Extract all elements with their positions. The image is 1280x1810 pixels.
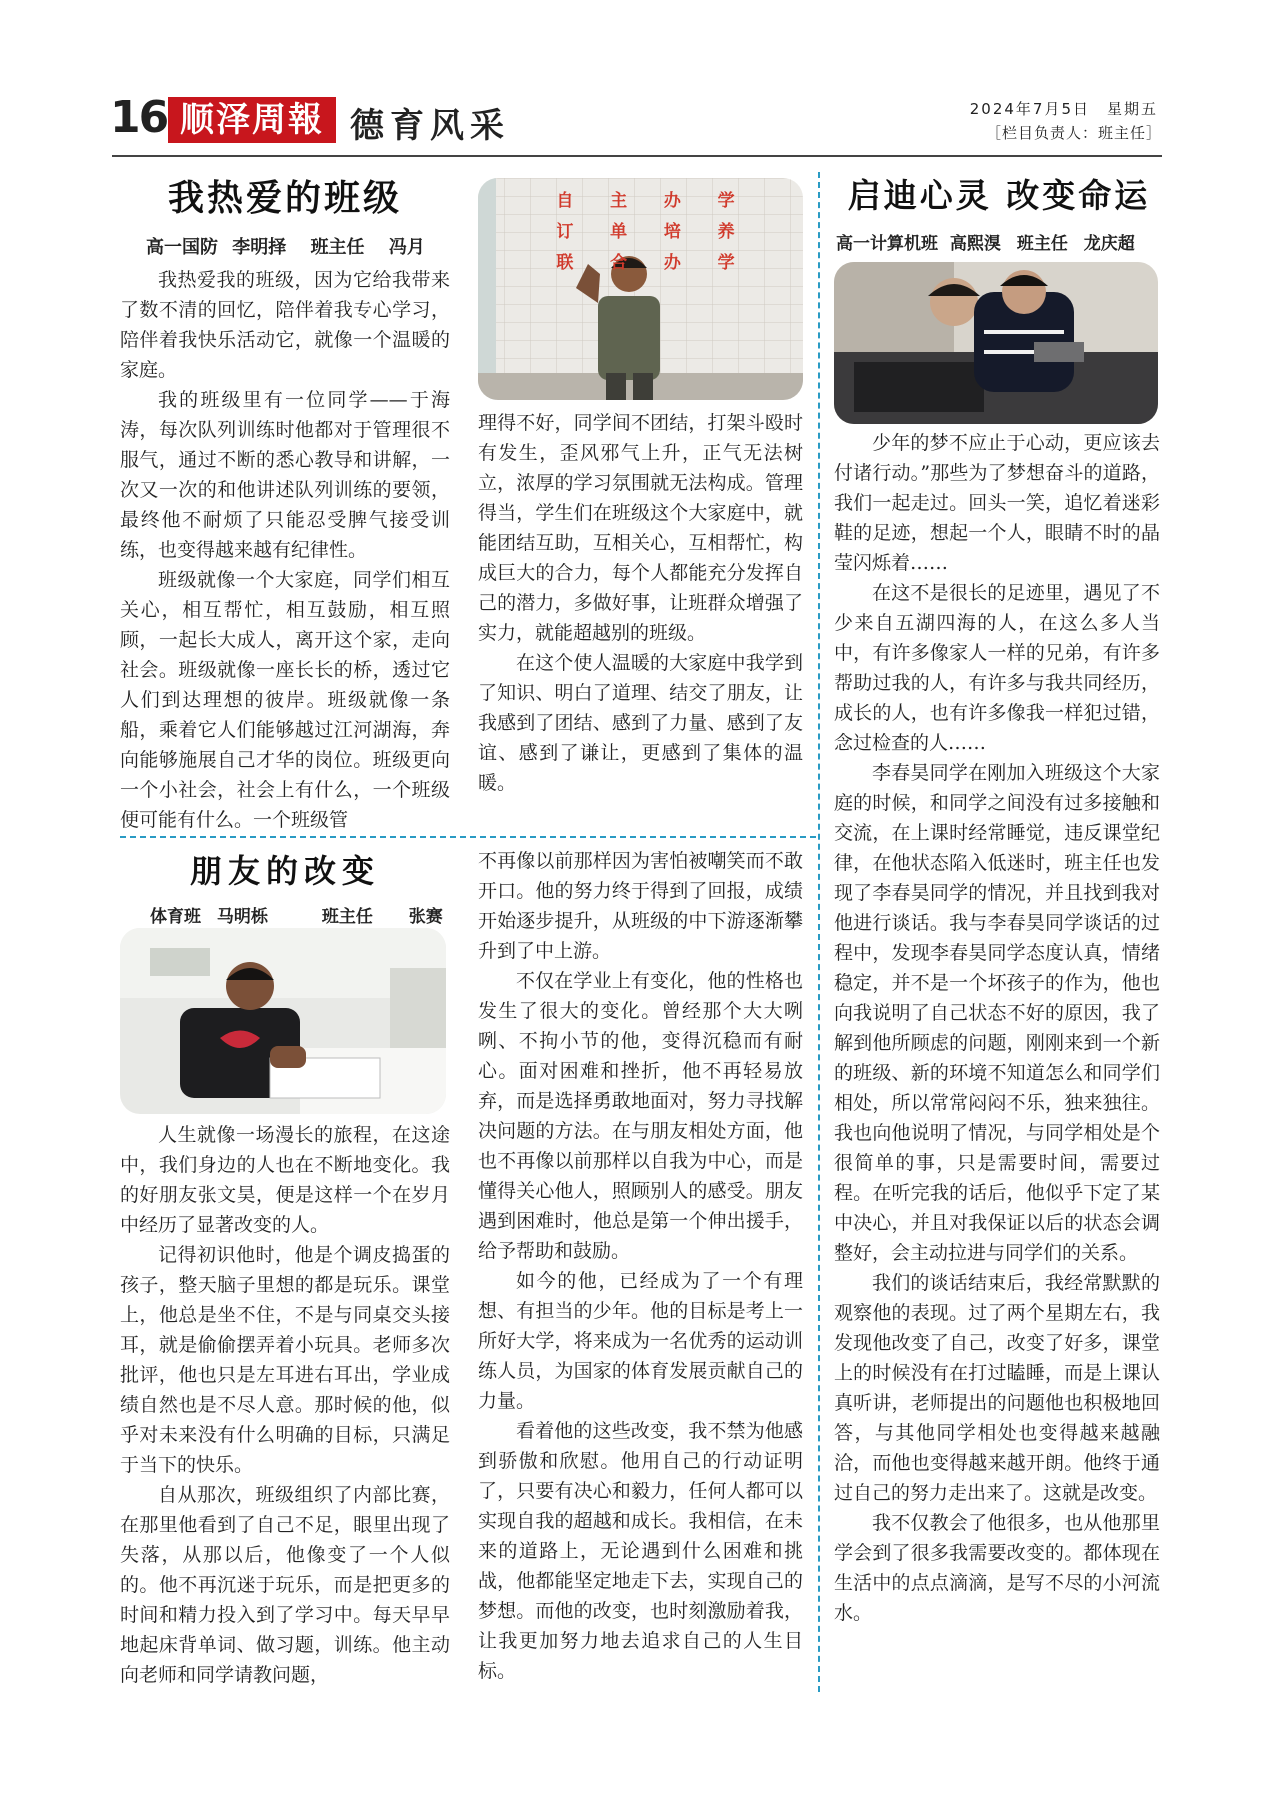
paragraph: 看着他的这些改变，我不禁为他感到骄傲和欣慰。他用自己的行动证明了，只要有决心和毅力，任何人都可以实现自我的超越和成长。我相信，在未来的道路上，无论遇到什么困难和挑战，他都能坚定地走下去，实现自己的梦想。而他的改变，也时刻激励着我，让我更加努力地去追求自己的人生目标。 — [478, 1420, 803, 1682]
article-2-text-col2 — [478, 846, 803, 1686]
byline-author: 马明栎 — [216, 907, 268, 927]
banner-char: 合 — [610, 253, 628, 273]
byline-teacher-label: 班主任 — [310, 237, 365, 258]
article-2-text-col1 — [120, 1120, 450, 1690]
article-3-byline — [836, 229, 1166, 254]
byline-teacher: 冯月 — [388, 237, 425, 258]
article-3 — [832, 170, 1166, 262]
paragraph: 李春昊同学在刚加入班级这个大家庭的时候，和同学之间没有过多接触和交流，在上课时经常睡觉，违反课堂纪律，在他状态陷入低迷时，班主任也发现了李春昊同学的情况，并且找到我对他进行谈话。我与李春昊同学谈话的过程中，发现李春昊同学态度认真，情绪稳定，并不是一个坏孩子的作为，他也向我说明了自己状态不好的原因，我了解到他所顾虑的问题，刚刚来到一个新的班级、新的环境不知道怎么和同学们相处，所以常常闷闷不乐，独来独往。我也向他说明了情况，与同学相处是个很简单的事，只是需要时间，需要过程。在听完我的话后，他似乎下定了某中决心，并且对我保证以后的状态会调整好，会主动拉进与同学们的关系。 — [834, 762, 1160, 1264]
article-3-photo — [834, 262, 1158, 424]
article-1-byline — [146, 233, 450, 259]
paragraph: 在这个使人温暖的大家庭中我学到了知识、明白了道理、结交了朋友，让我感到了团结、感到了力量、感到了友谊、感到了谦让，更感到了集体的温暖。 — [478, 652, 803, 794]
paragraph: 我们的谈话结束后，我经常默默的观察他的表现。过了两个星期左右，我发现他改变了自己，改变了好多，课堂上的时候没有在打过瞌睡，而是上课认真听讲，老师提出的问题他也积极地回答，与其他同学相处也变得越来越融洽，而他也变得越来越开朗。他终于通过自己的努力走出来了。这就是改变。 — [834, 1272, 1160, 1504]
column-divider-right — [818, 172, 820, 1692]
article-2-photo — [120, 928, 446, 1114]
paragraph: 我的班级里有一位同学——于海涛，每次队列训练时他都对于管理很不服气，通过不断的悉心教导和讲解，一次又一次的和他讲述队列训练的要领，最终他不耐烦了只能忍受脾气接受训练，也变得越来越有纪律性。 — [120, 389, 450, 561]
banner-char: 主 — [610, 191, 628, 211]
byline-class: 高一国防 — [146, 237, 218, 258]
article-2-byline — [150, 902, 450, 927]
article-1 — [120, 170, 450, 835]
page-number: 16 — [110, 92, 168, 143]
article-2-title: 朋友的改变 — [189, 852, 380, 890]
byline-teacher: 张赛 — [408, 907, 443, 927]
issue-date: 2024年7月5日 星期五 — [969, 100, 1158, 118]
paragraph: 班级就像一个大家庭，同学们相互关心，相互帮忙，相互鼓励，相互照顾，一起长大成人，离开这个家，走向社会。班级就像一座长长的桥，透过它人们到达理想的彼岸。班级就像一条船，乘着它人们能够越过江河湖海，奔向能够施展自己才华的岗位。班级更向一个小社会，社会上有什么，一个班级便可能有什么。一个班级管 — [120, 569, 450, 831]
byline-teacher-label: 班主任 — [1016, 234, 1068, 254]
column-gap — [469, 178, 471, 828]
article-3-text — [834, 428, 1160, 1628]
banner-char: 培 — [663, 222, 681, 242]
byline-teacher-label: 班主任 — [321, 907, 373, 927]
paragraph: 少年的梦不应止于心动，更应该去付诸行动。”那些为了梦想奋斗的道路，我们一起走过。回头一笑，追忆着迷彩鞋的足迹，想起一个人，眼睛不时的晶莹闪烁着…… — [834, 432, 1160, 574]
banner-char: 联 — [556, 253, 574, 273]
slogan-banner — [538, 186, 753, 273]
header-rule — [112, 155, 1162, 157]
article-1-text-col2 — [478, 408, 803, 798]
masthead-logo: 顺泽周報 — [168, 97, 336, 143]
paragraph: 我热爱我的班级，因为它给我带来了数不清的回忆，陪伴着我专心学习，陪伴着我快乐活动它，就像一个温暖的家庭。 — [120, 269, 450, 381]
paragraph: 我不仅教会了他很多，也从他那里学会到了很多我需要改变的。都体现在生活中的点点滴滴，是写不尽的小河流水。 — [834, 1512, 1160, 1624]
banner-char: 单 — [610, 222, 628, 242]
byline-author: 高熙湨 — [949, 234, 1001, 254]
article-2 — [120, 846, 450, 933]
paragraph: 自从那次，班级组织了内部比赛，在那里他看到了自己不足，眼里出现了失落，从那以后，他像变了一个人似的。他不再沉迷于玩乐，而是把更多的时间和精力投入到了学习中。每天早早地起床背单词、做习题，训练。他主动向老师和同学请教问题， — [120, 1484, 450, 1686]
section-title: 德育风采 — [350, 106, 510, 146]
paragraph: 如今的他，已经成为了一个有理想、有担当的少年。他的目标是考上一所好大学，将来成为一名优秀的运动训练人员，为国家的体育发展贡献自己的力量。 — [478, 1270, 803, 1412]
byline-class: 体育班 — [150, 907, 201, 927]
byline-author: 李明择 — [232, 237, 287, 258]
banner-char: 养 — [717, 222, 735, 242]
paragraph: 在这不是很长的足迹里，遇见了不少来自五湖四海的人，在这么多人当中，有许多像家人一样的兄弟，有许多帮助过我的人，有许多与我共同经历，成长的人，也有许多像我一样犯过错，念过检查的人…… — [834, 582, 1160, 754]
banner-char: 学 — [717, 253, 735, 273]
byline-class: 高一计算机班 — [836, 234, 938, 254]
article-3-title: 启迪心灵 改变命运 — [847, 176, 1151, 215]
article-1-title: 我热爱的班级 — [167, 178, 402, 219]
article-1-photo — [478, 178, 803, 400]
banner-char: 办 — [663, 253, 681, 273]
article-divider — [120, 836, 816, 838]
banner-char: 办 — [663, 191, 681, 211]
banner-char: 学 — [717, 191, 735, 211]
article-1-text-col1 — [120, 265, 450, 835]
paragraph: 不再像以前那样因为害怕被嘲笑而不敢开口。他的努力终于得到了回报，成绩开始逐步提升，从班级的中下游逐渐攀升到了中上游。 — [478, 850, 803, 962]
banner-char: 自 — [556, 191, 574, 211]
byline-teacher: 龙庆超 — [1083, 234, 1135, 254]
paragraph: 人生就像一场漫长的旅程，在这途中，我们身边的人也在不断地变化。我的好朋友张文昊，便是这样一个在岁月中经历了显著改变的人。 — [120, 1124, 450, 1236]
banner-char: 订 — [556, 222, 574, 242]
section-editor: ［栏目负责人：班主任］ — [985, 124, 1162, 142]
paragraph: 记得初识他时，他是个调皮捣蛋的孩子，整天脑子里想的都是玩乐。课堂上，他总是坐不住，不是与同桌交头接耳，就是偷偷摆弄着小玩具。老师多次批评，他也只是左耳进右耳出，学业成绩自然也是不尽人意。那时候的他，似乎对未来没有什么明确的目标，只满足于当下的快乐。 — [120, 1244, 450, 1476]
paragraph: 理得不好，同学间不团结，打架斗殴时有发生，歪风邪气上升，正气无法树立，浓厚的学习氛围就无法构成。管理得当，学生们在班级这个大家庭中，就能团结互助，互相关心，互相帮忙，构成巨大的合力，每个人都能充分发挥自己的潜力，多做好事，让班群众增强了实力，就能超越别的班级。 — [478, 412, 803, 644]
paragraph: 不仅在学业上有变化，他的性格也发生了很大的变化。曾经那个大大咧咧、不拘小节的他，变得沉稳而有耐心。面对困难和挫折，他不再轻易放弃，而是选择勇敢地面对，努力寻找解决问题的方法。在与朋友相处方面，他也不再像以前那样以自我为中心，而是懂得关心他人，照顾别人的感受。朋友遇到困难时，他总是第一个伸出援手，给予帮助和鼓励。 — [478, 970, 803, 1262]
